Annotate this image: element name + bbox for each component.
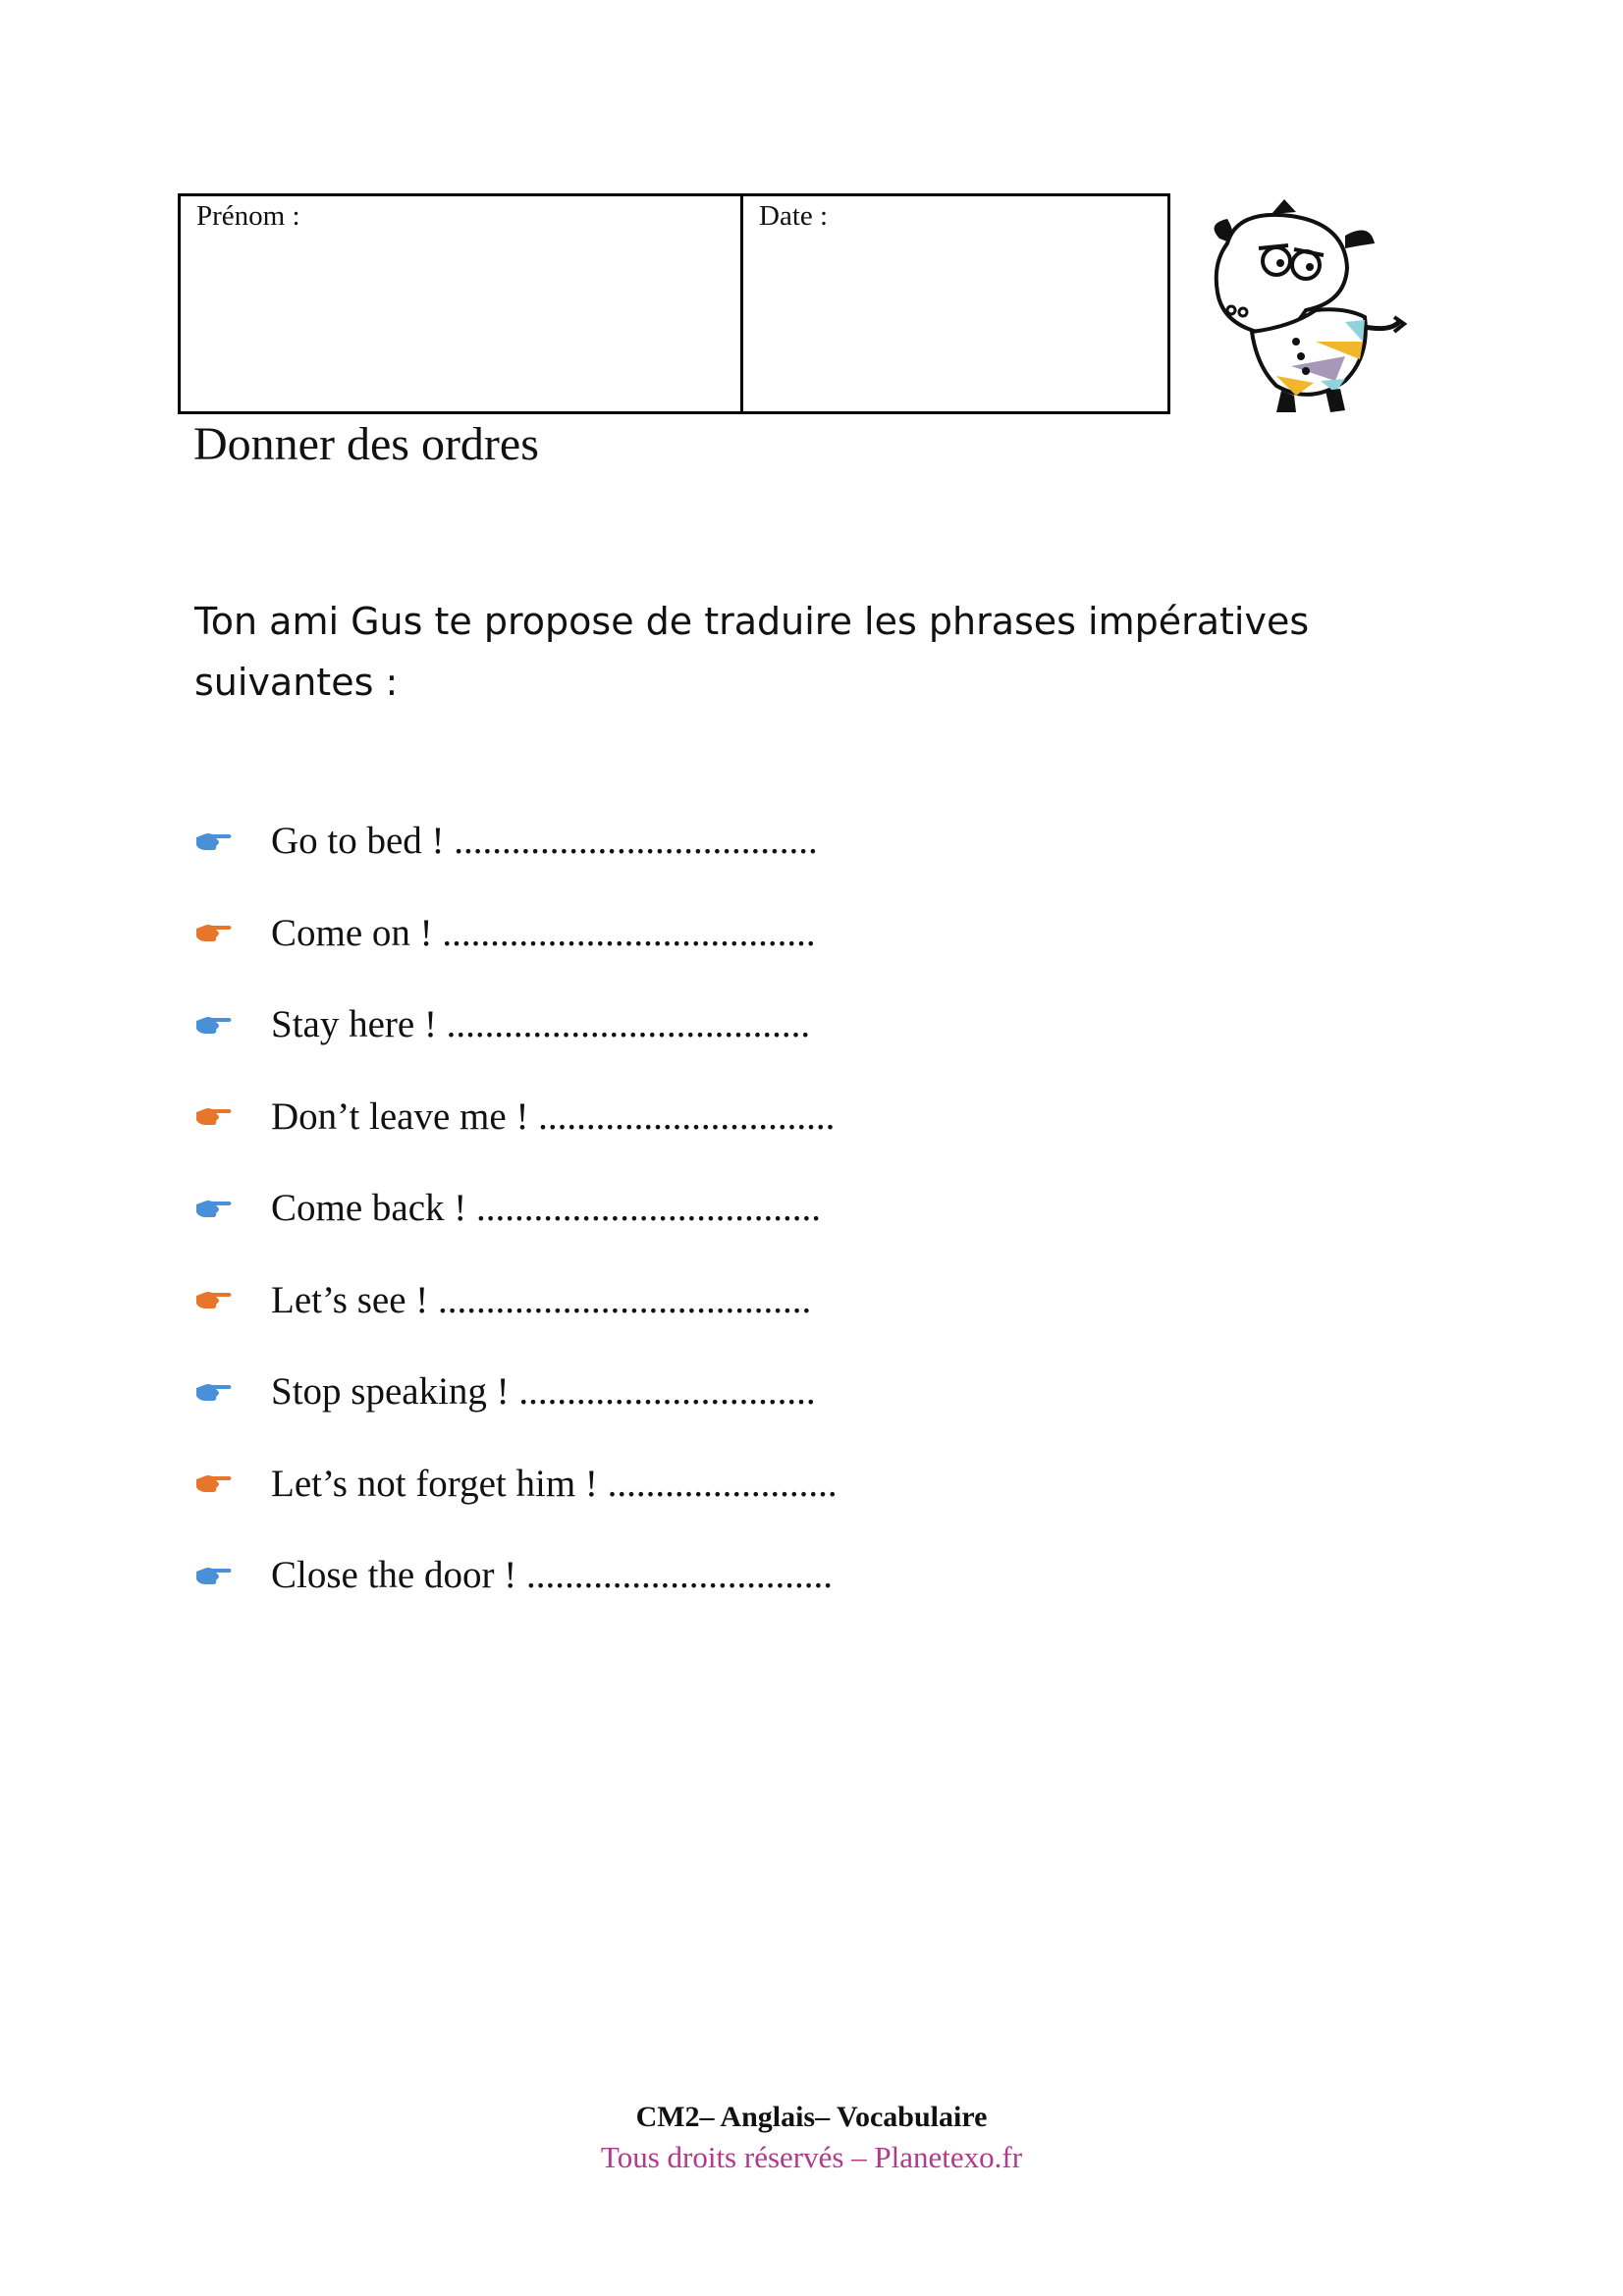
pointing-hand-icon (194, 920, 234, 945)
date-field[interactable] (743, 196, 1167, 411)
instructions-text: Ton ami Gus te propose de traduire les phrases impératives suivantes : (194, 600, 1310, 704)
pointing-hand-icon (194, 1287, 234, 1312)
pointing-hand-icon (194, 1103, 234, 1129)
date-label: Date : (759, 200, 829, 232)
exercise-sentence: Don’t leave me ! ............................... (271, 1095, 836, 1138)
exercise-item (194, 1346, 838, 1438)
page-title: Donner des ordres (193, 418, 539, 470)
exercise-sentence: Go to bed ! ...................................... (271, 820, 818, 863)
pointing-hand-icon (194, 1379, 234, 1405)
exercise-item (194, 1071, 838, 1163)
exercise-sentence: Let’s see ! ....................................... (271, 1278, 812, 1321)
pointing-hand-icon (194, 828, 234, 854)
footer-subject: CM2– Anglais– Vocabulaire (635, 2101, 988, 2133)
exercise-sentence: Stay here ! ...................................... (271, 1003, 811, 1046)
exercise-item (194, 1255, 838, 1347)
exercise-sentence: Close the door ! ................................ (271, 1554, 833, 1597)
gus-mascot-illustration (1198, 194, 1409, 415)
exercise-item (194, 979, 838, 1071)
name-date-table (178, 193, 1170, 414)
exercise-sentence: Stop speaking ! ............................... (271, 1370, 816, 1414)
exercise-item (194, 887, 838, 980)
exercise-item (194, 1162, 838, 1255)
exercise-sentence: Come on ! ....................................... (271, 911, 816, 954)
exercise-item (194, 1529, 838, 1622)
pointing-hand-icon (194, 1196, 234, 1221)
prenom-field[interactable] (181, 196, 743, 411)
exercise-list (194, 795, 838, 1622)
pointing-hand-icon (194, 1012, 234, 1038)
pointing-hand-icon (194, 1470, 234, 1496)
exercise-sentence: Let’s not forget him ! ........................ (271, 1462, 838, 1505)
pointing-hand-icon (194, 1563, 234, 1588)
footer-rights: Tous droits réservés – Planetexo.fr (600, 2140, 1023, 2174)
exercise-item (194, 1438, 838, 1530)
exercise-sentence: Come back ! .................................... (271, 1187, 822, 1230)
prenom-label: Prénom : (196, 200, 300, 232)
exercise-item (194, 795, 838, 887)
